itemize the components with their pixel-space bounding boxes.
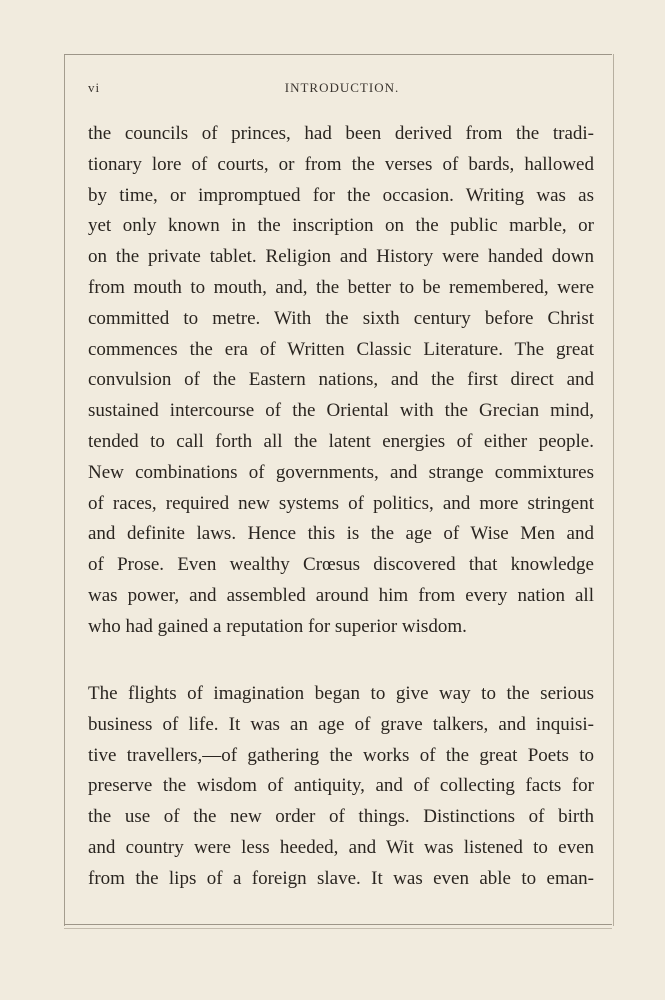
text-line: the use of the new order of things. Distinctions of birth [88, 806, 594, 828]
text-line: who had gained a reputation for superior wisdom. [88, 615, 467, 637]
text-line: tended to call forth all the latent energies of either people. [88, 430, 594, 452]
running-title: INTRODUCTION. [284, 80, 400, 95]
text-line: on the private tablet. Religion and History were handed down [88, 246, 594, 268]
top-rule [64, 54, 612, 55]
paragraph-1 [88, 119, 594, 643]
text-line: from the lips of a foreign slave. It was even able to eman- [88, 867, 594, 889]
text-line: and country were less heeded, and Wit was listened to even [88, 836, 594, 858]
bottom-rule-secondary [64, 928, 612, 929]
text-line: yet only known in the inscription on the public marble, or [88, 215, 594, 237]
text-line: committed to metre. With the sixth century before Christ [88, 307, 594, 329]
text-line: by time, or impromptued for the occasion. Writing was as [88, 184, 594, 206]
text-line: The flights of imagination began to give way to the serious [88, 683, 594, 704]
text-line: of Prose. Even wealthy Crœsus discovered that knowledge [88, 554, 594, 576]
page-number: vi [88, 80, 101, 95]
page-header [88, 80, 596, 100]
text-line: from mouth to mouth, and, the better to be remembered, were [88, 276, 594, 298]
text-line: tionary lore of courts, or from the verses of bards, hallowed [88, 153, 594, 175]
text-line: the councils of princes, had been derived from the tradi- [88, 123, 594, 144]
text-line: New combinations of governments, and strange commixtures [88, 461, 594, 483]
paragraph-2 [88, 679, 594, 895]
text-line: and definite laws. Hence this is the age of Wise Men and [88, 523, 594, 545]
text-line: tive travellers,—of gathering the works of the great Poets to [88, 744, 594, 766]
text-line: business of life. It was an age of grave talkers, and inquisi- [88, 713, 594, 735]
text-line: of races, required new systems of politics, and more stringent [88, 492, 594, 514]
text-line: was power, and assembled around him from every nation all [88, 584, 594, 606]
text-line: commences the era of Written Classic Literature. The great [88, 338, 594, 360]
text-line: convulsion of the Eastern nations, and the first direct and [88, 369, 594, 391]
bottom-rule [64, 924, 612, 925]
text-line: preserve the wisdom of antiquity, and of collecting facts for [88, 775, 594, 797]
text-line: sustained intercourse of the Oriental with the Grecian mind, [88, 400, 594, 422]
